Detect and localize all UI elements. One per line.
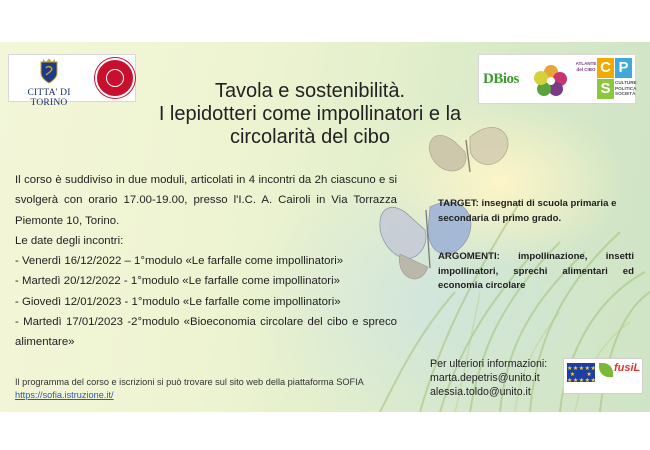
partner-logos [478, 54, 636, 104]
target-label: TARGET: [438, 198, 479, 209]
cps-logo: C P S CULTURE POLITICA SOCIETÀ [597, 58, 635, 102]
program-info [15, 376, 415, 401]
dbios-logo: DBios [481, 65, 529, 95]
title-line-2: I lepidotteri come impollinatori e la [158, 103, 462, 125]
atlante-del-cibo-text: ATLANTE del CIBO [575, 61, 597, 72]
course-intro: Il corso è suddiviso in due moduli, articolati in 4 incontri da 2h ciascuno e si svolgerà con orario 17.00-19.00, presso l'I.C. A. Cairoli in Via Torrazza Piemonte 10, Torino. [15, 174, 397, 227]
target-section [438, 197, 634, 226]
contacts-heading: Per ulteriori informazioni: [430, 358, 548, 370]
course-description [15, 170, 397, 353]
date-item: - Martedì 20/12/2022 - 1°modulo «Le farfalle come impollinatori» [15, 275, 340, 288]
citta-di-torino-logo [8, 54, 136, 108]
date-item: - Giovedì 12/01/2023 - 1°modulo «Le farfalle come impollinatori» [15, 295, 341, 308]
atlante-flower-icon [531, 61, 571, 99]
argomenti-text: impollinazione, insetti impollinatori, sprechi alimentari ed economia circolare [438, 251, 634, 291]
date-item: - Martedì 17/01/2023 -2°modulo «Bioeconomia circolare del cibo e spreco alimentare» [15, 316, 397, 349]
dates-heading: Le date degli incontri: [15, 234, 124, 247]
target-text: insegnati di scuola primaria e secondaria di primo grado. [438, 198, 617, 224]
citta-di-torino-text: CITTA' DI TORINO [27, 88, 71, 108]
poster [0, 42, 650, 412]
contact-email-1[interactable]: marta.depetris@unito.it [430, 372, 540, 385]
argomenti-section [438, 250, 634, 294]
poster-title [140, 80, 480, 149]
eu-flag-icon: ★★★★★ ★ ★ ★★★★★ [567, 363, 595, 382]
fusil-brand: fusiL [614, 362, 641, 374]
argomenti-label: ARGOMENTI: [438, 251, 500, 262]
leaf-icon [599, 363, 613, 377]
title-line-1: Tavola e sostenibilità. [214, 80, 406, 102]
program-text: Il programma del corso e iscrizioni si può trovare sul sito web della piattaforma SOFIA [15, 377, 364, 387]
contact-email-2[interactable]: alessia.toldo@unito.it [430, 386, 531, 399]
date-item: - Venerdì 16/12/2022 – 1°modulo «Le farfalle come impollinatori» [15, 255, 344, 268]
sofia-link[interactable]: https://sofia.istruzione.it/ [15, 389, 114, 400]
title-line-3: circolarità del cibo [229, 126, 391, 148]
contacts-section [430, 357, 570, 400]
crest-icon [39, 58, 59, 84]
university-seal-icon [95, 58, 135, 98]
eu-funding-logo [563, 358, 643, 394]
